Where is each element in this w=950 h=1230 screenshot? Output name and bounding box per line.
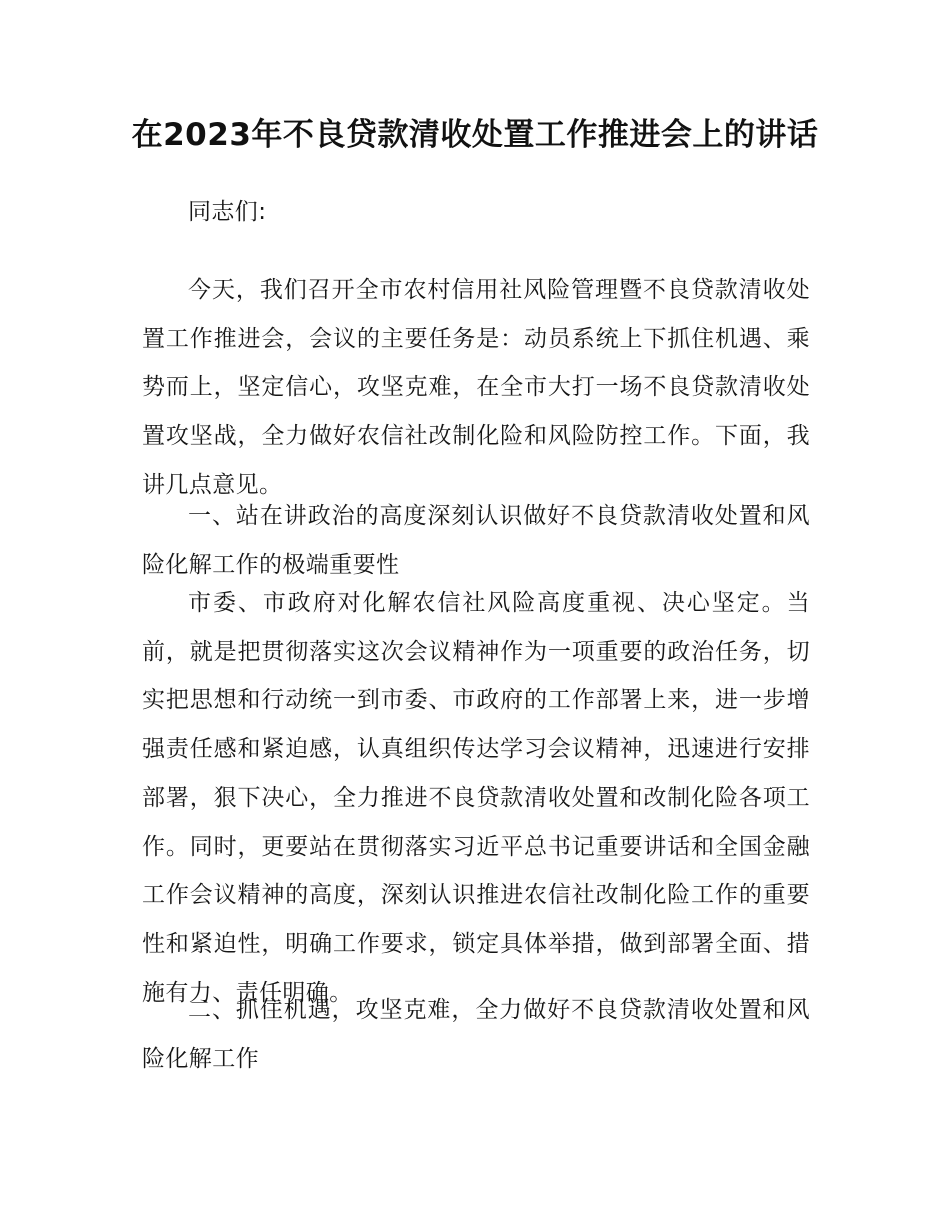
section-heading-1: 一、站在讲政治的高度深刻认识做好不良贷款清收处置和风险化解工作的极端重要性: [142, 503, 810, 578]
section-heading-2: 二、抓住机遇，攻坚克难，全力做好不良贷款清收处置和风险化解工作: [142, 997, 810, 1072]
salutation: 同志们:: [188, 199, 267, 225]
paragraph-intro: 今天，我们召开全市农村信用社风险管理暨不良贷款清收处置工作推进会，会议的主要任务是：动员系统上下抓住机遇、乘势而上，坚定信心，攻坚克难，在全市大打一场不良贷款清收处置攻坚战，全力做好农信社改制化险和风险防控工作。下面，我讲几点意见。: [142, 277, 810, 498]
document-title: 在2023年不良贷款清收处置工作推进会上的讲话: [131, 117, 819, 153]
paragraph-section-1: 市委、市政府对化解农信社风险高度重视、决心坚定。当前，就是把贯彻落实这次会议精神作为一项重要的政治任务，切实把思想和行动统一到市委、市政府的工作部署上来，进一步增强责任感和紧迫感，认真组织传达学习会议精神，迅速进行安排部署，狠下决心，全力推进不良贷款清收处置和改制化险各项工作。同时，更要站在贯彻落实习近平总书记重要讲话和全国金融工作会议精神的高度，深刻认识推进农信社改制化险工作的重要性和紧迫性，明确工作要求，锁定具体举措，做到部署全面、措施有力、责任明确。: [142, 590, 810, 1006]
